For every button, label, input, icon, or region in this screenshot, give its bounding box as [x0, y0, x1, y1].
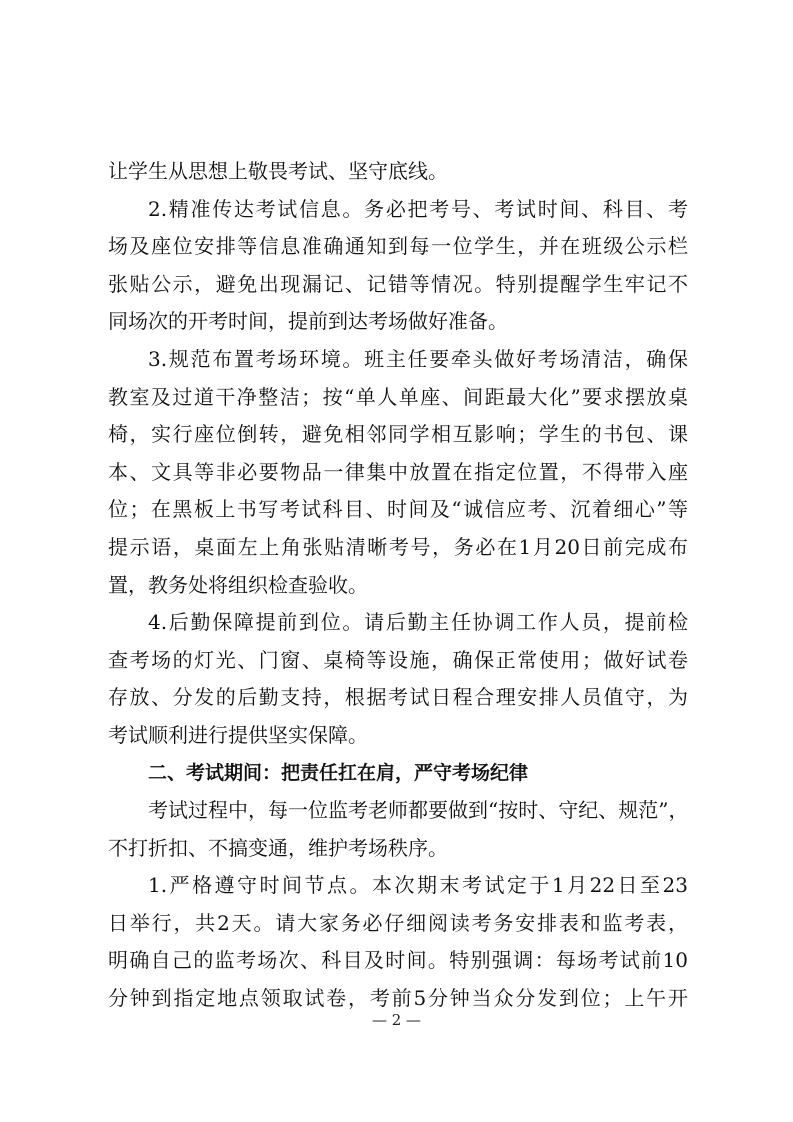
document-body: [108, 153, 688, 1018]
text-line: 场及座位安排等信息准确通知到每一位学生，并在班级公示栏: [108, 234, 688, 259]
text-line: 不打折扣、不搞变通，维护考场秩序。: [108, 835, 448, 860]
text-line: 日举行，共2天。请大家务必仔细阅读考务安排表和监考表，: [108, 910, 688, 935]
text-line: 查考场的灯光、门窗、桌椅等设施，确保正常使用；做好试卷: [108, 647, 688, 672]
paragraph-start-line: 2.精准传达考试信息。务必把考号、考试时间、科目、考: [148, 196, 688, 221]
text-line: 位；在黑板上书写考试科目、时间及“诚信应考、沉着细心”等: [108, 497, 688, 522]
section-heading: 二、考试期间：把责任扛在肩，严守考场纪律: [148, 761, 529, 784]
text-line: 椅，实行座位倒转，避免相邻同学相互影响；学生的书包、课: [108, 422, 688, 447]
page-number: — 2 —: [371, 1011, 422, 1029]
paragraph-start-line: 3.规范布置考场环境。班主任要牵头做好考场清洁，确保: [148, 346, 688, 371]
text-line: 同场次的开考时间，提前到达考场做好准备。: [108, 309, 508, 334]
text-line: 让学生从思想上敬畏考试、坚守底线。: [108, 159, 448, 183]
text-line: 存放、分发的后勤支持，根据考试日程合理安排人员值守，为: [108, 685, 688, 710]
text-line: 教室及过道干净整洁；按“单人单座、间距最大化”要求摆放桌: [108, 384, 688, 409]
text-line: 置，教务处将组织检查验收。: [108, 572, 368, 597]
paragraph-start-line: 1.严格遵守时间节点。本次期末考试定于1月22日至23: [148, 873, 688, 898]
text-line: 本、文具等非必要物品一律集中放置在指定位置，不得带入座: [108, 459, 688, 484]
text-line: 张贴公示，避免出现漏记、记错等情况。特别提醒学生牢记不: [108, 271, 688, 296]
text-line: 提示语，桌面左上角张贴清晰考号，务必在1月20日前完成布: [108, 534, 688, 559]
text-line: 明确自己的监考场次、科目及时间。特别强调：每场考试前10: [108, 948, 688, 973]
paragraph-start-line: 考试过程中，每一位监考老师都要做到“按时、守纪、规范”，: [148, 798, 688, 823]
paragraph-start-line: 4.后勤保障提前到位。请后勤主任协调工作人员，提前检: [148, 610, 688, 635]
text-line: 分钟到指定地点领取试卷，考前5分钟当众分发到位；上午开: [108, 986, 688, 1011]
text-line: 考试顺利进行提供坚实保障。: [108, 722, 368, 747]
